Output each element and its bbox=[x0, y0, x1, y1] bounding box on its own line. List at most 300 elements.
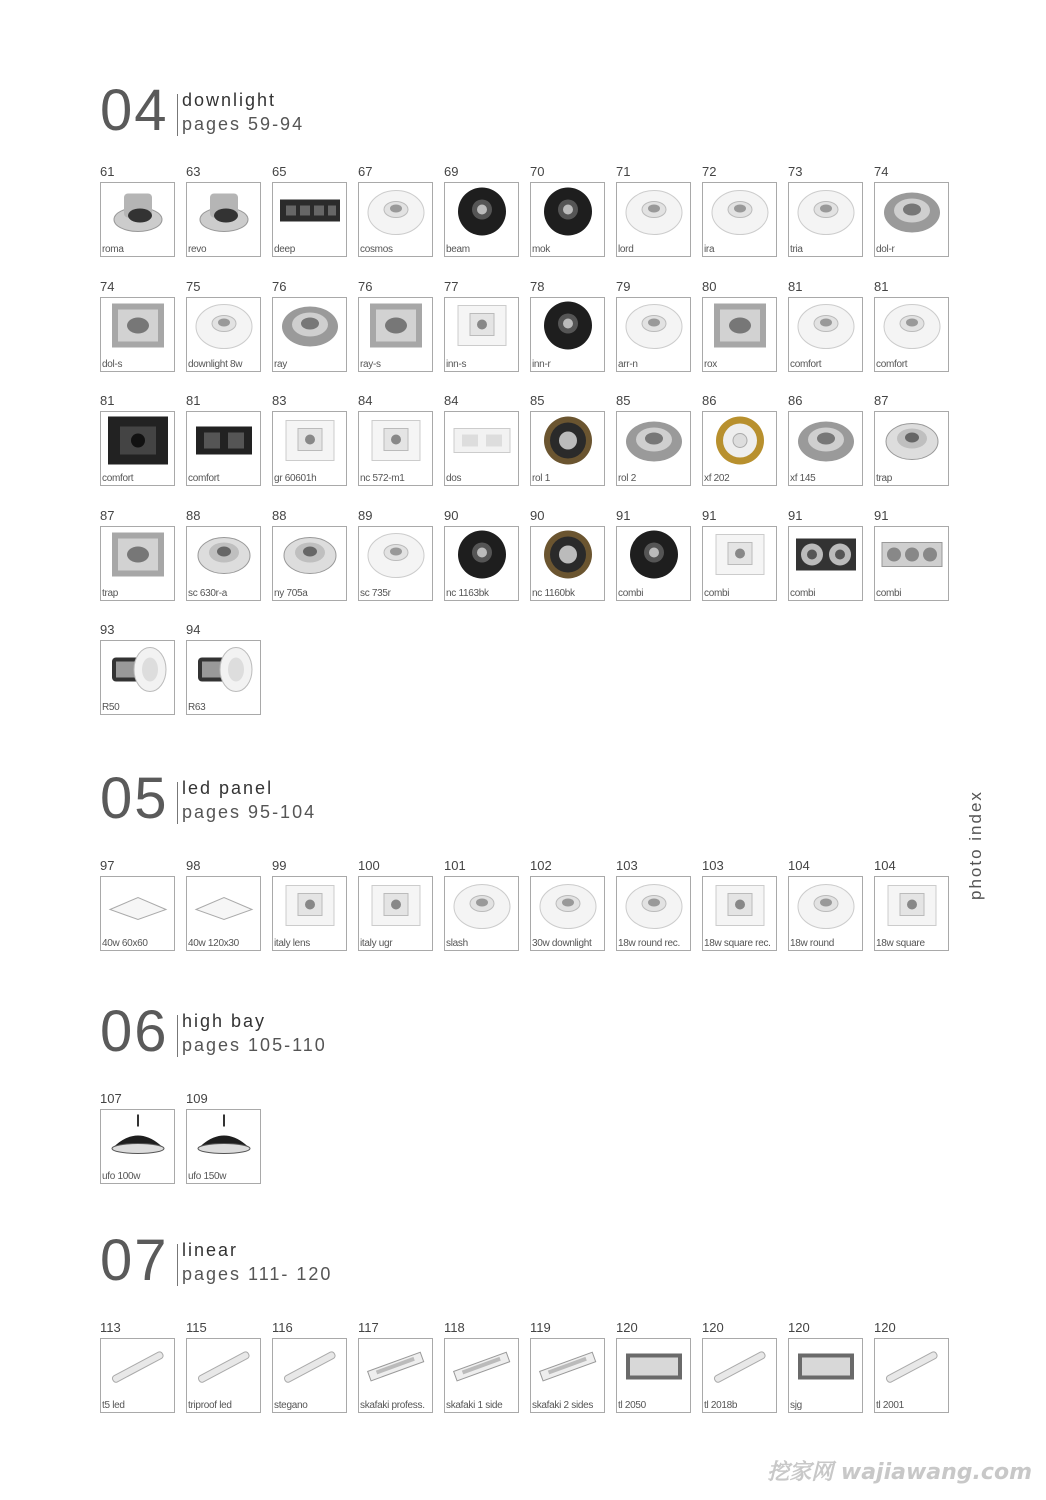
tube-icon bbox=[880, 1341, 944, 1398]
product-page-number: 73 bbox=[788, 164, 803, 179]
product-thumbnail[interactable] bbox=[702, 876, 777, 951]
product-label: slash bbox=[446, 938, 468, 949]
product-item[interactable] bbox=[530, 162, 605, 257]
product-item[interactable] bbox=[358, 277, 433, 372]
product-thumbnail[interactable] bbox=[100, 526, 175, 601]
product-page-number: 90 bbox=[444, 507, 459, 523]
product-thumbnail[interactable] bbox=[702, 182, 777, 257]
product-thumbnail[interactable] bbox=[874, 297, 949, 372]
product-page-number: 107 bbox=[100, 1091, 122, 1106]
tube-icon bbox=[278, 1341, 342, 1398]
white-square-icon bbox=[278, 879, 342, 936]
section-header bbox=[100, 78, 960, 150]
product-label: tl 2050 bbox=[618, 1400, 646, 1411]
product-page-number: 74 bbox=[100, 278, 115, 294]
product-thumbnail[interactable] bbox=[444, 182, 519, 257]
product-thumbnail[interactable] bbox=[702, 526, 777, 601]
product-page-number: 79 bbox=[616, 278, 631, 294]
flat-panel-icon bbox=[192, 879, 256, 936]
product-row bbox=[100, 620, 960, 715]
box-light-icon bbox=[622, 1341, 686, 1398]
section-pages: pages 95-104 bbox=[182, 802, 317, 822]
black-rect-icon bbox=[192, 414, 256, 471]
product-item[interactable] bbox=[100, 856, 175, 951]
silver-square-icon bbox=[106, 529, 170, 586]
product-label: rox bbox=[704, 358, 717, 370]
product-grid bbox=[100, 1318, 960, 1413]
product-item[interactable] bbox=[358, 162, 433, 257]
product-label: combi bbox=[790, 587, 816, 599]
product-item[interactable] bbox=[702, 277, 777, 372]
product-thumbnail[interactable] bbox=[272, 876, 347, 951]
product-thumbnail[interactable] bbox=[358, 297, 433, 372]
product-thumbnail[interactable] bbox=[702, 297, 777, 372]
product-item[interactable] bbox=[100, 1318, 175, 1413]
section-header bbox=[100, 766, 960, 838]
product-page-number: 86 bbox=[788, 393, 803, 408]
section-pages: pages 105-110 bbox=[182, 1035, 327, 1055]
product-item[interactable] bbox=[530, 856, 605, 951]
product-thumbnail[interactable] bbox=[100, 411, 175, 486]
section-pages: pages 111- 120 bbox=[182, 1264, 333, 1284]
product-item[interactable] bbox=[186, 1318, 261, 1413]
product-thumbnail[interactable] bbox=[444, 876, 519, 951]
product-item[interactable] bbox=[358, 391, 433, 486]
product-item[interactable] bbox=[100, 506, 175, 601]
product-item[interactable] bbox=[186, 162, 261, 257]
product-page-number: 84 bbox=[444, 393, 459, 408]
product-label: rol 2 bbox=[618, 473, 636, 484]
product-item[interactable] bbox=[874, 277, 949, 372]
product-item[interactable] bbox=[358, 1318, 433, 1413]
product-thumbnail[interactable] bbox=[788, 876, 863, 951]
section-pages: pages 59-94 bbox=[182, 114, 305, 134]
product-item[interactable] bbox=[444, 391, 519, 486]
product-thumbnail[interactable] bbox=[530, 876, 605, 951]
product-row bbox=[100, 856, 960, 951]
product-item[interactable] bbox=[100, 162, 175, 257]
product-row bbox=[100, 506, 960, 601]
black-round-icon bbox=[622, 529, 686, 586]
product-label: sc 735r bbox=[360, 587, 391, 599]
ufo-icon bbox=[106, 1112, 170, 1169]
product-label: skafaki profess. bbox=[360, 1400, 425, 1411]
product-thumbnail[interactable] bbox=[530, 411, 605, 486]
product-page-number: 104 bbox=[788, 858, 810, 873]
product-label: trap bbox=[876, 473, 893, 484]
silver-square-icon bbox=[106, 300, 170, 357]
product-thumbnail[interactable] bbox=[358, 1338, 433, 1413]
product-label: 30w downlight bbox=[532, 938, 592, 949]
product-label: comfort bbox=[876, 358, 908, 370]
product-thumbnail[interactable] bbox=[788, 526, 863, 601]
gimbal-spot-icon bbox=[106, 185, 170, 242]
product-thumbnail[interactable] bbox=[358, 411, 433, 486]
product-label: deep bbox=[274, 244, 296, 255]
section-number: 04 bbox=[100, 78, 169, 143]
product-item[interactable] bbox=[444, 506, 519, 601]
product-page-number: 101 bbox=[444, 858, 466, 873]
product-item[interactable] bbox=[444, 856, 519, 951]
product-page-number: 88 bbox=[272, 507, 287, 523]
product-item[interactable] bbox=[530, 391, 605, 486]
product-thumbnail[interactable] bbox=[874, 1338, 949, 1413]
batten-icon bbox=[536, 1341, 600, 1398]
product-label: dol-s bbox=[102, 358, 123, 370]
product-item[interactable] bbox=[272, 391, 347, 486]
product-thumbnail[interactable] bbox=[530, 1338, 605, 1413]
can-spot-icon bbox=[106, 643, 170, 700]
product-page-number: 70 bbox=[530, 164, 545, 179]
product-item[interactable] bbox=[186, 620, 261, 715]
triple-silver-icon bbox=[880, 529, 944, 586]
product-thumbnail[interactable] bbox=[616, 1338, 691, 1413]
product-item[interactable] bbox=[788, 162, 863, 257]
glass-round-icon bbox=[192, 529, 256, 586]
product-grid bbox=[100, 162, 960, 715]
silver-round-icon bbox=[278, 300, 342, 357]
ufo-icon bbox=[192, 1112, 256, 1169]
product-thumbnail[interactable] bbox=[616, 297, 691, 372]
product-thumbnail[interactable] bbox=[186, 640, 261, 715]
product-thumbnail[interactable] bbox=[100, 876, 175, 951]
product-item[interactable] bbox=[530, 506, 605, 601]
gold-round-icon bbox=[708, 414, 772, 471]
product-row bbox=[100, 277, 960, 372]
product-thumbnail[interactable] bbox=[100, 182, 175, 257]
product-label: inn-s bbox=[446, 358, 467, 370]
product-label: ira bbox=[704, 244, 715, 255]
product-item[interactable] bbox=[616, 277, 691, 372]
product-item[interactable] bbox=[272, 277, 347, 372]
product-item[interactable] bbox=[100, 620, 175, 715]
product-thumbnail[interactable] bbox=[100, 640, 175, 715]
product-page-number: 98 bbox=[186, 858, 201, 873]
product-item[interactable] bbox=[186, 277, 261, 372]
section-header bbox=[100, 999, 960, 1071]
product-page-number: 90 bbox=[530, 507, 545, 523]
white-square-icon bbox=[708, 879, 772, 936]
product-thumbnail[interactable] bbox=[100, 297, 175, 372]
product-thumbnail[interactable] bbox=[444, 411, 519, 486]
product-label: 40w 60x60 bbox=[102, 938, 148, 949]
product-label: sjg bbox=[790, 1400, 802, 1411]
black-round-icon bbox=[536, 185, 600, 242]
product-item[interactable] bbox=[788, 856, 863, 951]
product-page-number: 113 bbox=[100, 1320, 121, 1335]
product-item[interactable] bbox=[272, 856, 347, 951]
product-thumbnail[interactable] bbox=[616, 526, 691, 601]
product-label: skafaki 2 sides bbox=[532, 1400, 594, 1411]
white-square-icon bbox=[364, 414, 428, 471]
product-thumbnail[interactable] bbox=[530, 297, 605, 372]
product-thumbnail[interactable] bbox=[702, 1338, 777, 1413]
product-item[interactable] bbox=[874, 506, 949, 601]
white-round-icon bbox=[450, 879, 514, 936]
product-thumbnail[interactable] bbox=[788, 411, 863, 486]
section-07 bbox=[100, 1228, 960, 1413]
watermark: 挖家网 wajiawang.com bbox=[767, 1460, 1032, 1485]
product-item[interactable] bbox=[702, 1318, 777, 1413]
white-round-icon bbox=[192, 300, 256, 357]
product-item[interactable] bbox=[272, 1318, 347, 1413]
product-item[interactable] bbox=[702, 856, 777, 951]
product-thumbnail[interactable] bbox=[272, 297, 347, 372]
product-thumbnail[interactable] bbox=[272, 1338, 347, 1413]
product-page-number: 93 bbox=[100, 622, 115, 637]
product-page-number: 87 bbox=[100, 507, 115, 523]
side-label: photo index bbox=[966, 790, 985, 900]
product-item[interactable] bbox=[444, 162, 519, 257]
bronze-round-icon bbox=[536, 529, 600, 586]
white-round-icon bbox=[794, 185, 858, 242]
product-item[interactable] bbox=[100, 1089, 175, 1184]
product-item[interactable] bbox=[186, 506, 261, 601]
product-thumbnail[interactable] bbox=[444, 297, 519, 372]
product-item[interactable] bbox=[874, 391, 949, 486]
product-page-number: 91 bbox=[788, 507, 803, 523]
product-page-number: 80 bbox=[702, 278, 717, 294]
product-label: triproof led bbox=[188, 1400, 232, 1411]
product-page-number: 109 bbox=[186, 1091, 208, 1106]
product-label: xf 202 bbox=[704, 473, 730, 484]
product-item[interactable] bbox=[100, 277, 175, 372]
product-label: stegano bbox=[274, 1400, 308, 1411]
product-page-number: 120 bbox=[788, 1320, 810, 1335]
product-page-number: 71 bbox=[616, 164, 631, 179]
product-label: tria bbox=[790, 244, 803, 255]
product-thumbnail[interactable] bbox=[788, 297, 863, 372]
product-page-number: 65 bbox=[272, 164, 287, 179]
product-label: revo bbox=[188, 244, 207, 255]
product-thumbnail[interactable] bbox=[788, 1338, 863, 1413]
silver-square-icon bbox=[708, 300, 772, 357]
tube-icon bbox=[192, 1341, 256, 1398]
product-thumbnail[interactable] bbox=[358, 876, 433, 951]
product-item[interactable] bbox=[616, 162, 691, 257]
section-04 bbox=[100, 78, 960, 715]
product-row bbox=[100, 162, 960, 257]
product-item[interactable] bbox=[702, 506, 777, 601]
product-label: inn-r bbox=[532, 358, 551, 370]
product-thumbnail[interactable] bbox=[186, 182, 261, 257]
product-label: skafaki 1 side bbox=[446, 1400, 503, 1411]
product-item[interactable] bbox=[788, 1318, 863, 1413]
product-item[interactable] bbox=[358, 506, 433, 601]
product-label: 18w square bbox=[876, 938, 925, 949]
product-item[interactable] bbox=[358, 856, 433, 951]
section-title: downlight bbox=[182, 90, 277, 110]
product-label: roma bbox=[102, 244, 124, 255]
product-item[interactable] bbox=[788, 391, 863, 486]
product-thumbnail[interactable] bbox=[272, 411, 347, 486]
product-row bbox=[100, 1089, 960, 1184]
product-label: combi bbox=[618, 587, 644, 599]
product-page-number: 63 bbox=[186, 164, 201, 179]
product-thumbnail[interactable] bbox=[186, 1338, 261, 1413]
product-page-number: 67 bbox=[358, 164, 373, 179]
product-label: ny 705a bbox=[274, 587, 308, 599]
product-thumbnail[interactable] bbox=[702, 411, 777, 486]
white-round-icon bbox=[622, 879, 686, 936]
product-item[interactable] bbox=[100, 391, 175, 486]
product-grid bbox=[100, 856, 960, 951]
product-thumbnail[interactable] bbox=[186, 297, 261, 372]
product-thumbnail[interactable] bbox=[616, 182, 691, 257]
section-06 bbox=[100, 999, 960, 1184]
product-label: combi bbox=[704, 587, 730, 599]
product-thumbnail[interactable] bbox=[186, 411, 261, 486]
product-page-number: 97 bbox=[100, 858, 115, 873]
product-item[interactable] bbox=[616, 1318, 691, 1413]
product-label: comfort bbox=[188, 473, 220, 484]
product-page-number: 76 bbox=[358, 278, 373, 294]
product-thumbnail[interactable] bbox=[186, 876, 261, 951]
product-page-number: 85 bbox=[616, 393, 631, 408]
product-thumbnail[interactable] bbox=[874, 876, 949, 951]
product-page-number: 69 bbox=[444, 164, 459, 179]
product-page-number: 120 bbox=[702, 1320, 724, 1335]
product-thumbnail[interactable] bbox=[874, 182, 949, 257]
product-item[interactable] bbox=[616, 856, 691, 951]
product-page-number: 81 bbox=[874, 278, 889, 294]
product-item[interactable] bbox=[616, 506, 691, 601]
product-item[interactable] bbox=[702, 391, 777, 486]
product-thumbnail[interactable] bbox=[100, 1338, 175, 1413]
product-page-number: 102 bbox=[530, 858, 552, 873]
section-number: 06 bbox=[100, 999, 169, 1064]
product-item[interactable] bbox=[186, 1089, 261, 1184]
product-page-number: 91 bbox=[702, 507, 717, 523]
product-thumbnail[interactable] bbox=[444, 526, 519, 601]
section-number: 05 bbox=[100, 766, 169, 831]
product-item[interactable] bbox=[530, 1318, 605, 1413]
section-title: led panel bbox=[182, 778, 274, 798]
product-thumbnail[interactable] bbox=[358, 526, 433, 601]
product-label: tl 2018b bbox=[704, 1400, 738, 1411]
product-thumbnail[interactable] bbox=[358, 182, 433, 257]
product-item[interactable] bbox=[874, 162, 949, 257]
product-item[interactable] bbox=[186, 391, 261, 486]
bronze-round-icon bbox=[536, 414, 600, 471]
product-thumbnail[interactable] bbox=[272, 182, 347, 257]
product-thumbnail[interactable] bbox=[444, 1338, 519, 1413]
section-05 bbox=[100, 766, 960, 951]
product-thumbnail[interactable] bbox=[616, 876, 691, 951]
product-label: t5 led bbox=[102, 1400, 125, 1411]
product-label: ufo 150w bbox=[188, 1171, 227, 1182]
product-page-number: 100 bbox=[358, 858, 380, 873]
product-item[interactable] bbox=[874, 1318, 949, 1413]
product-page-number: 91 bbox=[874, 507, 889, 523]
batten-icon bbox=[450, 1341, 514, 1398]
product-page-number: 75 bbox=[186, 278, 201, 294]
product-page-number: 74 bbox=[874, 164, 889, 179]
product-item[interactable] bbox=[444, 277, 519, 372]
product-page-number: 116 bbox=[272, 1320, 293, 1335]
product-label: downlight 8w bbox=[188, 358, 243, 370]
product-label: trap bbox=[102, 587, 119, 599]
product-page-number: 86 bbox=[702, 393, 717, 408]
product-label: lord bbox=[618, 244, 634, 255]
product-label: cosmos bbox=[360, 244, 393, 255]
product-label: dos bbox=[446, 473, 462, 484]
product-item[interactable] bbox=[444, 1318, 519, 1413]
product-page-number: 84 bbox=[358, 393, 373, 408]
product-thumbnail[interactable] bbox=[874, 411, 949, 486]
silver-square-icon bbox=[364, 300, 428, 357]
product-label: italy ugr bbox=[360, 938, 393, 949]
white-round-icon bbox=[708, 185, 772, 242]
white-round-icon bbox=[364, 185, 428, 242]
product-label: rol 1 bbox=[532, 473, 550, 484]
product-label: dol-r bbox=[876, 244, 895, 255]
product-grid bbox=[100, 1089, 960, 1184]
product-label: comfort bbox=[790, 358, 822, 370]
product-item[interactable] bbox=[702, 162, 777, 257]
product-thumbnail[interactable] bbox=[272, 526, 347, 601]
product-item[interactable] bbox=[272, 162, 347, 257]
product-item[interactable] bbox=[788, 506, 863, 601]
product-thumbnail[interactable] bbox=[186, 1109, 261, 1184]
silver-round-icon bbox=[622, 414, 686, 471]
product-item[interactable] bbox=[616, 391, 691, 486]
product-label: R63 bbox=[188, 702, 206, 713]
product-label: xf 145 bbox=[790, 473, 816, 484]
product-page-number: 83 bbox=[272, 393, 287, 408]
product-thumbnail[interactable] bbox=[100, 1109, 175, 1184]
product-thumbnail[interactable] bbox=[874, 526, 949, 601]
product-item[interactable] bbox=[788, 277, 863, 372]
product-page-number: 81 bbox=[186, 393, 201, 408]
product-label: ray-s bbox=[360, 358, 381, 370]
product-row bbox=[100, 391, 960, 486]
product-label: beam bbox=[446, 244, 470, 255]
product-page-number: 81 bbox=[100, 393, 115, 408]
product-thumbnail[interactable] bbox=[616, 411, 691, 486]
product-thumbnail[interactable] bbox=[530, 182, 605, 257]
product-page-number: 103 bbox=[616, 858, 638, 873]
product-label: gr 60601h bbox=[274, 473, 317, 484]
product-page-number: 117 bbox=[358, 1320, 379, 1335]
product-page-number: 89 bbox=[358, 507, 373, 523]
white-round-icon bbox=[622, 185, 686, 242]
gimbal-spot-icon bbox=[192, 185, 256, 242]
product-page-number: 77 bbox=[444, 278, 459, 294]
section-title: linear bbox=[182, 1240, 239, 1260]
product-page-number: 119 bbox=[530, 1320, 551, 1335]
product-item[interactable] bbox=[272, 506, 347, 601]
product-page-number: 103 bbox=[702, 858, 724, 873]
box-light-icon bbox=[794, 1341, 858, 1398]
product-page-number: 120 bbox=[616, 1320, 638, 1335]
product-label: ufo 100w bbox=[102, 1171, 141, 1182]
product-item[interactable] bbox=[186, 856, 261, 951]
product-page-number: 81 bbox=[788, 278, 803, 294]
product-page-number: 94 bbox=[186, 622, 201, 637]
white-round-icon bbox=[794, 879, 858, 936]
product-thumbnail[interactable] bbox=[530, 526, 605, 601]
tube-icon bbox=[106, 1341, 170, 1398]
product-page-number: 115 bbox=[186, 1320, 207, 1335]
white-square-icon bbox=[364, 879, 428, 936]
product-item[interactable] bbox=[874, 856, 949, 951]
product-thumbnail[interactable] bbox=[788, 182, 863, 257]
product-thumbnail[interactable] bbox=[186, 526, 261, 601]
product-page-number: 91 bbox=[616, 507, 631, 523]
product-label: 18w round bbox=[790, 938, 834, 949]
product-item[interactable] bbox=[530, 277, 605, 372]
